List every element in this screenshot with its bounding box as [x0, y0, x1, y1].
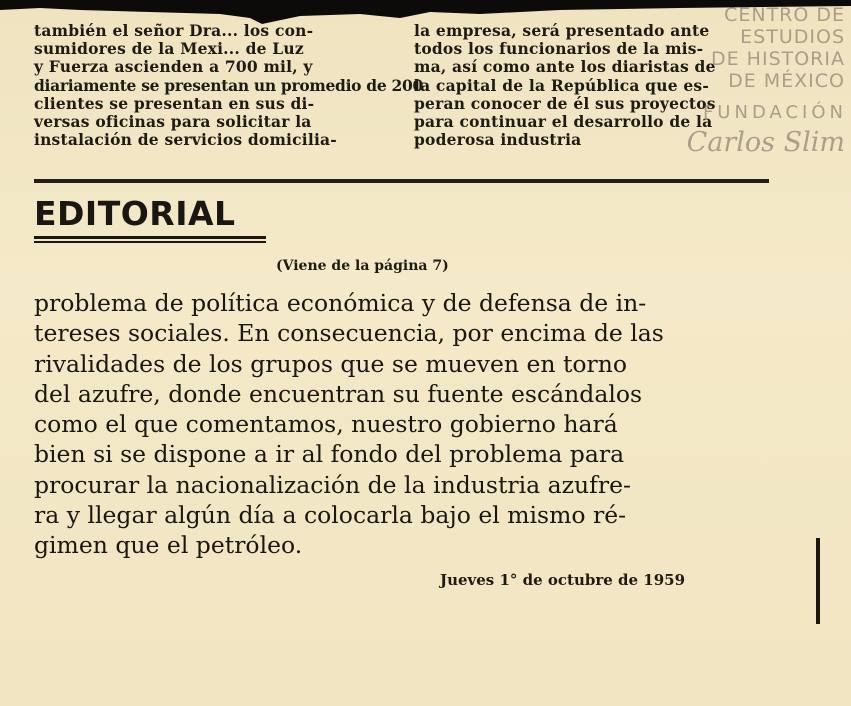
- right-line: poderosa industria: [414, 130, 582, 150]
- body-line: del azufre, donde encuentran su fuente escándalos: [34, 379, 643, 408]
- title-underline-thin: [34, 241, 266, 243]
- column-divider-rule: [34, 179, 769, 183]
- margin-mark: [816, 538, 820, 624]
- watermark-line: CENTRO DE: [724, 4, 845, 26]
- right-line: para continuar el desarrollo de la: [414, 112, 713, 132]
- left-column-text: [34, 21, 423, 150]
- watermark-line: ESTUDIOS: [740, 26, 845, 48]
- body-line: problema de política económica y de defensa de in-: [34, 289, 647, 317]
- left-line: clientes se presentan en sus di-: [34, 93, 315, 113]
- left-line: versas oficinas para solicitar la: [34, 112, 312, 132]
- right-line: todos los funcionarios de la mis-: [414, 39, 704, 59]
- body-line: procurar la nacionalización de la industria azufre-: [34, 470, 631, 499]
- body-line: gimen que el petróleo.: [34, 531, 303, 560]
- body-line: bien si se dispone a ir al fondo del problema para: [34, 440, 625, 469]
- body-line: como el que comentamos, nuestro gobierno hará: [34, 410, 618, 439]
- right-line: peran conocer de él sus proyectos: [414, 93, 716, 113]
- left-line: instalación de servicios domicilia-: [34, 130, 337, 150]
- watermark-line: DE MÉXICO: [728, 70, 845, 92]
- editorial-body: [34, 288, 769, 561]
- right-line: la empresa, será presentado ante: [414, 21, 710, 40]
- body-line: ra y llegar algún día a colocarla bajo el mismo ré-: [34, 501, 627, 530]
- title-underline: [34, 236, 266, 239]
- watermark-signature: Carlos Slim: [686, 127, 845, 158]
- watermark-line: DE HISTORIA: [711, 48, 845, 70]
- archive-watermark: [683, 4, 851, 158]
- continued-from-note: (Viene de la página 7): [276, 258, 449, 274]
- body-line: rivalidades de los grupos que se mueven en torno: [34, 349, 628, 378]
- editorial-title: EDITORIAL: [34, 194, 236, 233]
- watermark-foundation: FUNDACIÓN: [702, 102, 847, 123]
- right-line: la capital de la República que es-: [414, 75, 709, 95]
- left-line: sumidores de la Mexi... de Luz: [34, 39, 304, 59]
- left-line: también el señor Dra... los con-: [34, 21, 314, 40]
- dateline: Jueves 1° de octubre de 1959: [440, 571, 686, 589]
- left-line: y Fuerza ascienden a 700 mil, y: [34, 57, 313, 77]
- left-line: diariamente se presentan un promedio de 200: [34, 75, 423, 95]
- body-line: tereses sociales. En consecuencia, por encima de las: [34, 319, 664, 348]
- right-line: ma, así como ante los diaristas de: [414, 57, 716, 77]
